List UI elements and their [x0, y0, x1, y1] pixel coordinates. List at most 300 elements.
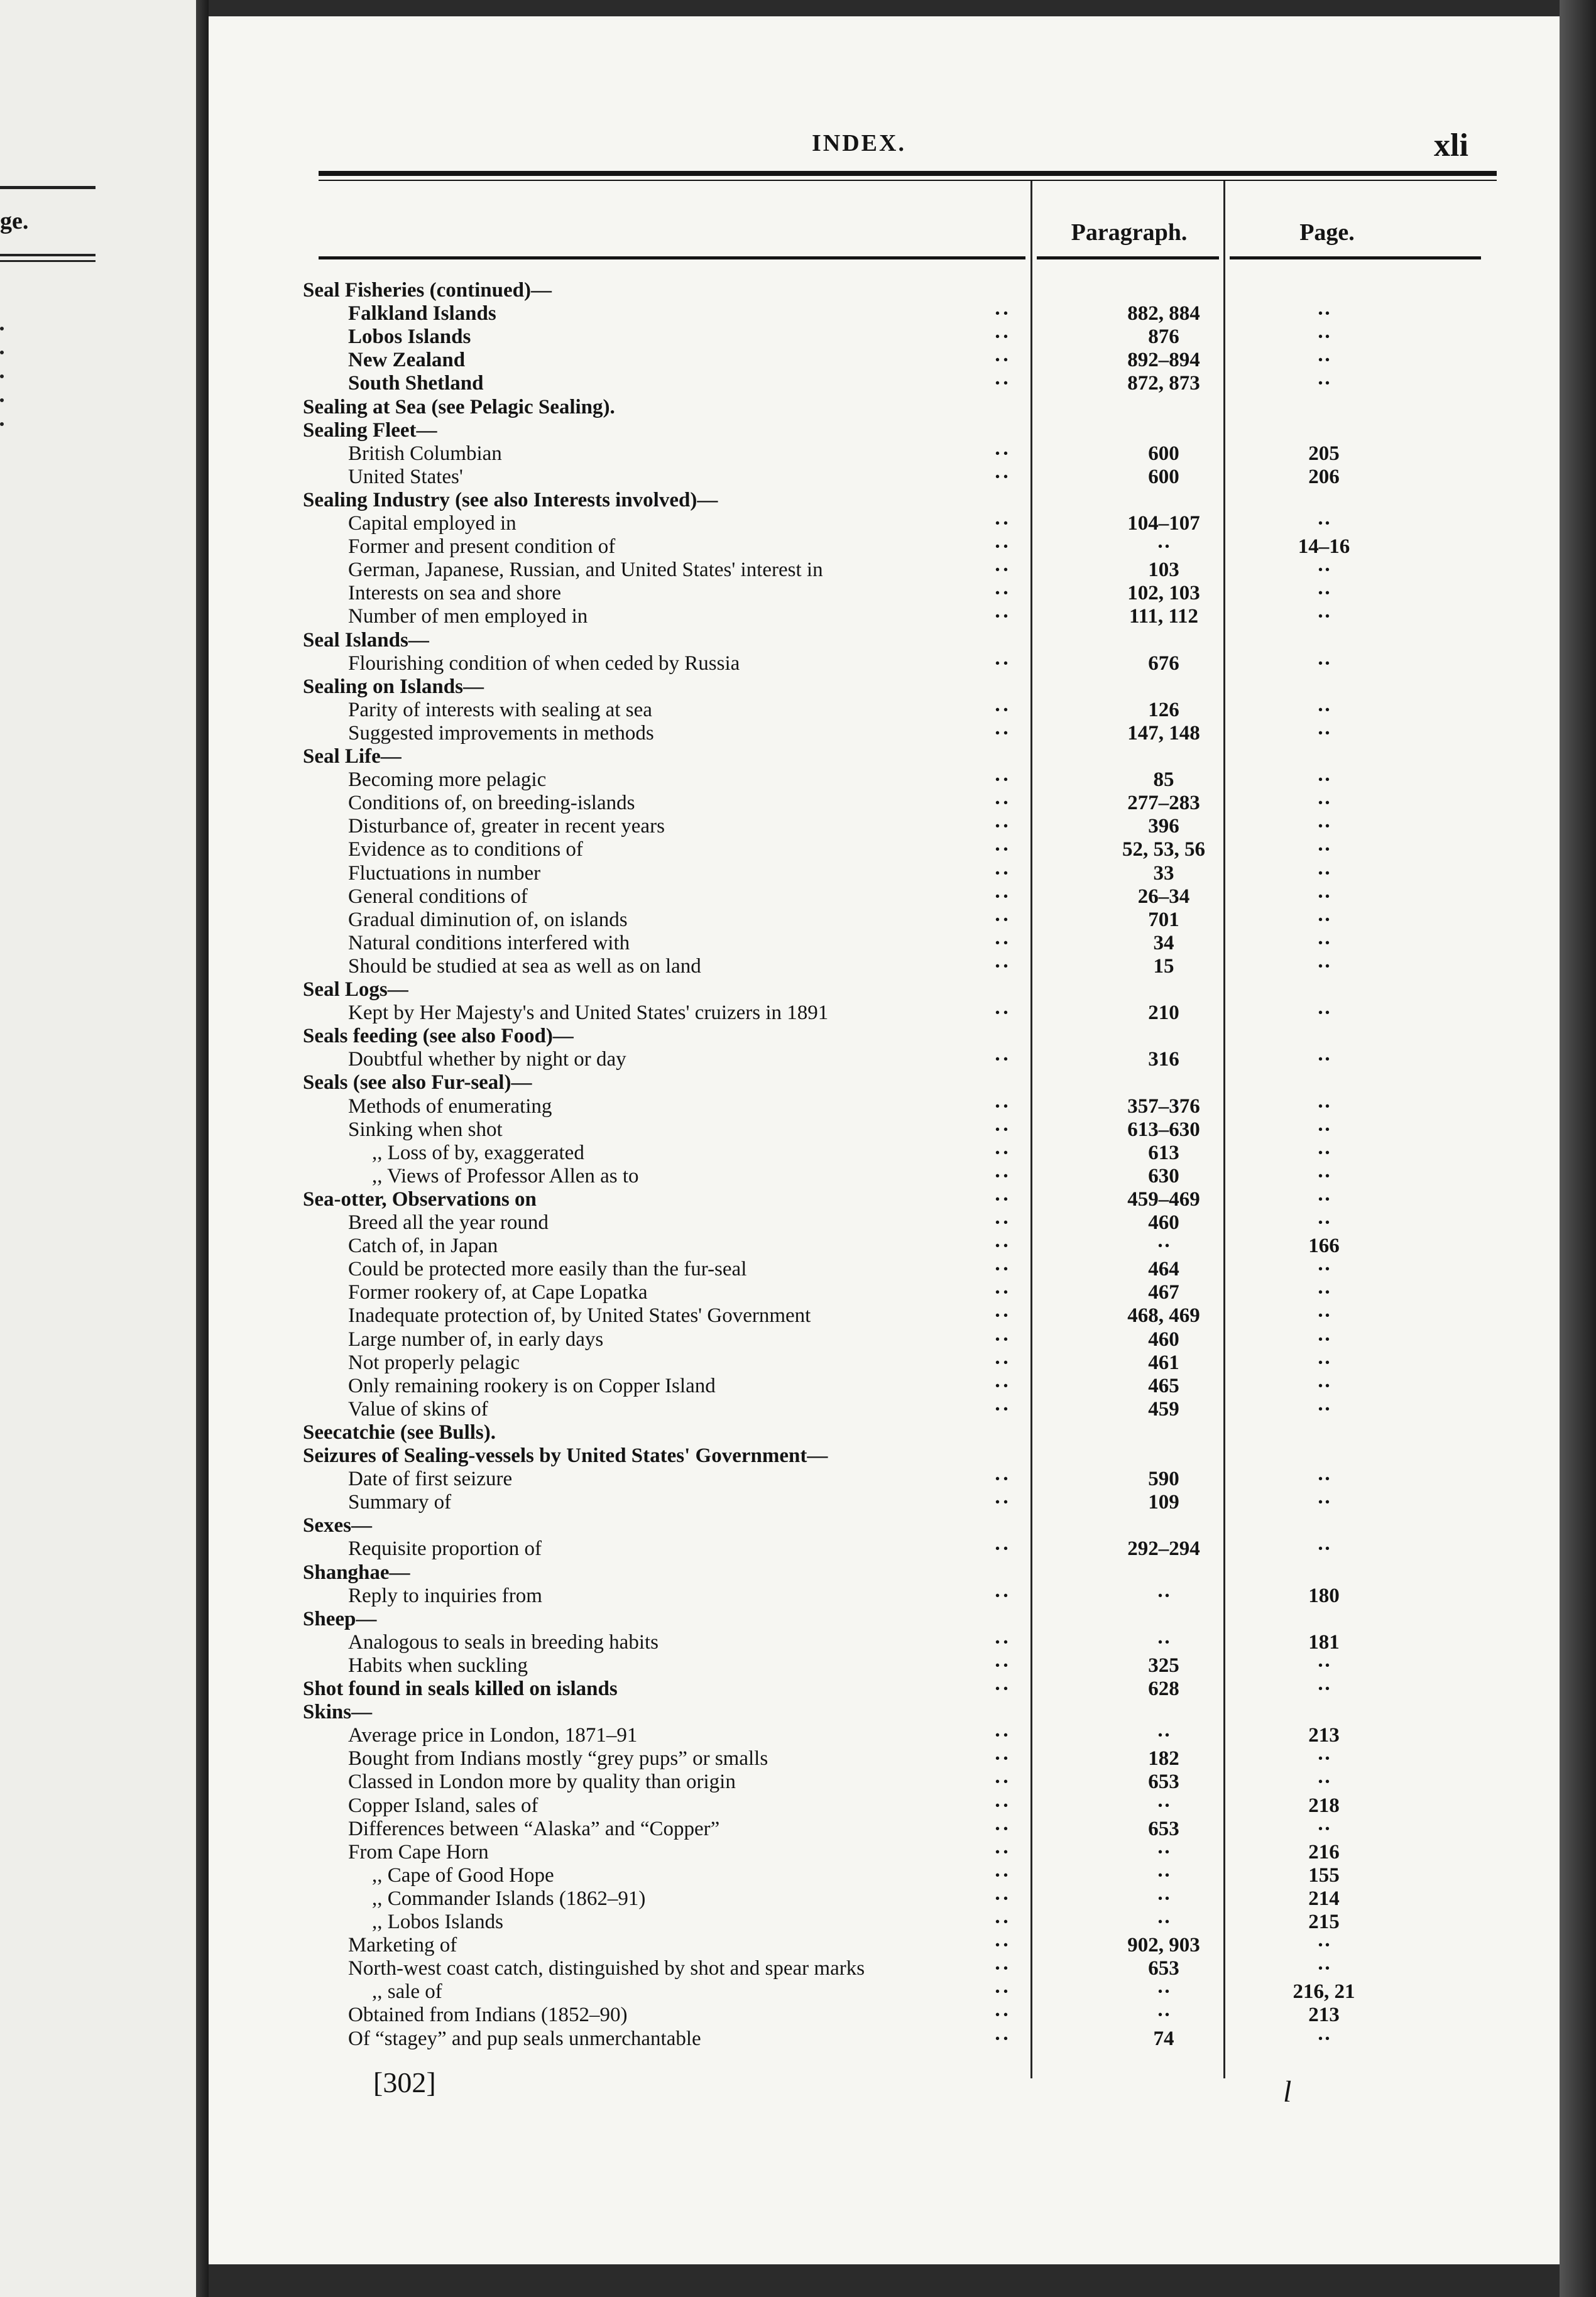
entry-label: North-west coast catch, distinguished by shot and spear marks [348, 1957, 865, 1980]
index-entry [209, 302, 1560, 325]
index-entry [209, 1095, 1560, 1118]
dot-leader: ·· [994, 372, 1011, 395]
index-entry [209, 652, 1560, 675]
entry-label: ,, Lobos Islands [372, 1911, 503, 1933]
paragraph-column-header: Paragraph. [1071, 219, 1188, 246]
paragraph-reference: ·· [1156, 535, 1171, 559]
paragraph-reference: ·· [1156, 1630, 1171, 1654]
page-reference: 180 [1308, 1584, 1340, 1607]
facing-page-leader-dot [0, 398, 4, 402]
page-reference: ·· [1316, 1351, 1331, 1374]
index-entry [209, 768, 1560, 792]
page-reference: ·· [1316, 1001, 1331, 1025]
index-entry [209, 1747, 1560, 1770]
entry-label: Seals feeding (see also Food)— [303, 1025, 574, 1048]
entry-label: Analogous to seals in breeding habits [348, 1630, 659, 1654]
index-entry [209, 372, 1560, 395]
index-entry [209, 1188, 1560, 1211]
page-reference: ·· [1316, 372, 1331, 395]
dot-leader: ·· [994, 815, 1011, 838]
index-entry [209, 1794, 1560, 1818]
page-reference: ·· [1316, 1328, 1331, 1351]
dot-leader: ·· [994, 1397, 1011, 1421]
paragraph-reference: 33 [1153, 861, 1174, 885]
paragraph-reference: 461 [1148, 1351, 1179, 1374]
entry-label: Seizures of Sealing-vessels by United States' Government— [303, 1444, 828, 1467]
dot-leader: ·· [994, 302, 1011, 325]
paragraph-reference: 74 [1153, 2027, 1174, 2050]
entry-label: Becoming more pelagic [348, 768, 547, 792]
dot-leader: ·· [994, 1141, 1011, 1164]
index-entry [209, 1211, 1560, 1235]
page-reference: ·· [1316, 1187, 1331, 1211]
entry-label: Former and present condition of [348, 535, 616, 559]
paragraph-reference: 111, 112 [1129, 605, 1199, 628]
index-entry [209, 1770, 1560, 1794]
index-entry [209, 605, 1560, 628]
dot-leader: ·· [994, 1258, 1011, 1281]
dot-leader: ·· [994, 721, 1011, 745]
entry-label: ,, Loss of by, exaggerated [372, 1141, 584, 1164]
index-entry [209, 1258, 1560, 1281]
entry-label: British Columbian [348, 442, 502, 465]
index-entry [209, 2004, 1560, 2027]
dot-leader: ·· [994, 1328, 1011, 1351]
dot-leader: ·· [994, 1235, 1011, 1258]
page-reference: ·· [1316, 582, 1331, 605]
entry-label: Falkland Islands [348, 302, 496, 325]
entry-label: ,, Commander Islands (1862–91) [372, 1887, 646, 1910]
page-reference: ·· [1316, 2027, 1331, 2050]
entry-label: New Zealand [348, 349, 466, 372]
dot-leader: ·· [994, 1630, 1011, 1654]
facing-page-leader-dot [0, 374, 4, 378]
paragraph-reference: 147, 148 [1127, 721, 1200, 745]
entry-label: Habits when suckling [348, 1654, 528, 1677]
entry-label: Number of men employed in [348, 605, 588, 628]
entry-label: Inadequate protection of, by United States' Government [348, 1304, 811, 1328]
entry-label: Capital employed in [348, 512, 517, 535]
index-entry [209, 1235, 1560, 1258]
paragraph-reference: ·· [1156, 2004, 1171, 2027]
page-reference: 205 [1308, 442, 1340, 465]
dot-leader: ·· [994, 1911, 1011, 1933]
index-page [209, 16, 1560, 2264]
page-reference: ·· [1316, 954, 1331, 978]
dot-leader: ·· [994, 1468, 1011, 1491]
dot-leader: ·· [994, 1934, 1011, 1957]
page-reference: ·· [1316, 698, 1331, 721]
dot-leader: ·· [994, 1118, 1011, 1141]
dot-leader: ·· [994, 605, 1011, 628]
index-entry [209, 932, 1560, 955]
entry-label: ,, Views of Professor Allen as to [372, 1164, 639, 1187]
page-reference: ·· [1316, 1397, 1331, 1421]
entry-label: Differences between “Alaska” and “Copper” [348, 1817, 720, 1840]
paragraph-reference: 876 [1148, 325, 1179, 349]
entry-label: Conditions of, on breeding-islands [348, 792, 635, 815]
page-reference: ·· [1316, 325, 1331, 349]
entry-label: Marketing of [348, 1934, 457, 1957]
page-reference: ·· [1316, 349, 1331, 372]
page-reference: 155 [1308, 1863, 1340, 1887]
page-reference: ·· [1316, 1048, 1331, 1071]
entry-label: Date of first seizure [348, 1468, 513, 1491]
entry-label: ,, sale of [372, 1980, 442, 2004]
index-entry [209, 582, 1560, 605]
paragraph-reference: 902, 903 [1127, 1934, 1200, 1957]
entry-label: Sealing on Islands— [303, 675, 484, 698]
page-reference: 218 [1308, 1794, 1340, 1817]
paragraph-reference: 630 [1148, 1164, 1179, 1187]
page-reference: 166 [1308, 1235, 1340, 1258]
page-reference: ·· [1316, 512, 1331, 535]
page-reference: ·· [1316, 1374, 1331, 1397]
paragraph-reference: 316 [1148, 1048, 1179, 1071]
paragraph-reference: 468, 469 [1127, 1304, 1200, 1328]
paragraph-reference: 701 [1148, 908, 1179, 931]
paragraph-reference: 460 [1148, 1211, 1179, 1234]
index-entry [209, 629, 1560, 652]
paragraph-reference: 613–630 [1127, 1118, 1200, 1141]
dot-leader: ·· [994, 1770, 1011, 1794]
page-edge-shadow [1560, 0, 1596, 2297]
entry-label: Average price in London, 1871–91 [348, 1724, 638, 1747]
entry-label: Sealing Fleet— [303, 418, 437, 442]
page-reference: ·· [1316, 1094, 1331, 1118]
paragraph-reference: 85 [1153, 768, 1174, 792]
index-entry [209, 1911, 1560, 1934]
index-entry [209, 1724, 1560, 1747]
dot-leader: ·· [994, 931, 1011, 954]
page-reference: ·· [1316, 1468, 1331, 1491]
entry-label: Catch of, in Japan [348, 1235, 498, 1258]
dot-leader: ·· [994, 885, 1011, 908]
paragraph-reference: 600 [1148, 465, 1179, 488]
page-reference: ·· [1316, 861, 1331, 885]
index-entry [209, 1887, 1560, 1911]
dot-leader: ·· [994, 1887, 1011, 1910]
index-entry [209, 535, 1560, 559]
paragraph-reference: 292–294 [1127, 1537, 1200, 1561]
index-entry [209, 1631, 1560, 1654]
index-entry [209, 1468, 1560, 1491]
paragraph-reference: 628 [1148, 1678, 1179, 1700]
index-entry [209, 1608, 1560, 1631]
dot-leader: ·· [994, 1374, 1011, 1397]
paragraph-reference: 465 [1148, 1374, 1179, 1397]
entry-label: Gradual diminution of, on islands [348, 908, 628, 931]
index-entry [209, 1585, 1560, 1608]
index-entry [209, 745, 1560, 768]
index-entry [209, 1398, 1560, 1421]
entry-label: Sinking when shot [348, 1118, 503, 1141]
entry-label: Former rookery of, at Cape Lopatka [348, 1281, 648, 1304]
index-entry [209, 442, 1560, 466]
entry-label: Value of skins of [348, 1397, 488, 1421]
dot-leader: ·· [994, 908, 1011, 931]
paragraph-reference: 396 [1148, 815, 1179, 838]
page-reference: ·· [1316, 1118, 1331, 1141]
entry-label: Seals (see also Fur-seal)— [303, 1071, 532, 1094]
page-reference: ·· [1316, 1258, 1331, 1281]
paragraph-reference: ·· [1156, 1584, 1171, 1607]
page-column-header: Page. [1299, 219, 1355, 246]
entry-label: Disturbance of, greater in recent years [348, 815, 665, 838]
index-entry [209, 1328, 1560, 1351]
paragraph-reference: 872, 873 [1127, 372, 1200, 395]
paragraph-reference: ·· [1156, 1235, 1171, 1258]
page-reference: ·· [1316, 1537, 1331, 1561]
page-reference: ·· [1316, 1817, 1331, 1840]
index-entry [209, 559, 1560, 582]
index-entry [209, 1025, 1560, 1048]
paragraph-reference: 653 [1148, 1957, 1179, 1980]
facing-page-edge [0, 0, 196, 2297]
dot-leader: ·· [994, 954, 1011, 978]
dot-leader: ·· [994, 1840, 1011, 1863]
index-entry [209, 1048, 1560, 1071]
paragraph-reference: ·· [1156, 1863, 1171, 1887]
index-entry [209, 1957, 1560, 1980]
dot-leader: ·· [994, 768, 1011, 792]
paragraph-reference: 325 [1148, 1654, 1179, 1677]
paragraph-reference: 459 [1148, 1397, 1179, 1421]
dot-leader: ·· [994, 861, 1011, 885]
index-entry [209, 396, 1560, 419]
dot-leader: ·· [994, 465, 1011, 488]
dot-leader: ·· [994, 1281, 1011, 1304]
page-reference: ·· [1316, 1770, 1331, 1794]
dot-leader: ·· [994, 1747, 1011, 1770]
dot-leader: ·· [994, 535, 1011, 559]
page-reference: ·· [1316, 721, 1331, 745]
entry-label: Could be protected more easily than the fur-seal [348, 1258, 747, 1281]
entry-label: Fluctuations in number [348, 861, 541, 885]
page-number: xli [1434, 128, 1468, 163]
index-entry [209, 1001, 1560, 1025]
paragraph-reference: 590 [1148, 1468, 1179, 1491]
index-entry [209, 908, 1560, 932]
entry-label: Seal Life— [303, 745, 402, 768]
dot-leader: ·· [994, 1817, 1011, 1840]
dot-leader: ·· [994, 1957, 1011, 1980]
index-entry [209, 1281, 1560, 1304]
page-reference: 181 [1308, 1630, 1340, 1654]
entry-label: General conditions of [348, 885, 528, 908]
dot-leader: ·· [994, 1491, 1011, 1514]
entry-label: ,, Cape of Good Hope [372, 1863, 554, 1887]
page-reference: ·· [1316, 1164, 1331, 1187]
paragraph-reference: 15 [1153, 954, 1174, 978]
index-entry [209, 1864, 1560, 1887]
dot-leader: ·· [994, 1724, 1011, 1747]
page-reference: ·· [1316, 1934, 1331, 1957]
paragraph-reference: 459–469 [1127, 1187, 1200, 1211]
page-reference: ·· [1316, 1678, 1331, 1700]
entry-label: Copper Island, sales of [348, 1794, 538, 1817]
paragraph-reference: 182 [1148, 1747, 1179, 1770]
entry-label: Not properly pelagic [348, 1351, 520, 1374]
paragraph-reference: 882, 884 [1127, 302, 1200, 325]
paragraph-reference: 277–283 [1127, 792, 1200, 815]
page-reference: 216, 21 [1293, 1980, 1355, 2004]
dot-leader: ·· [994, 792, 1011, 815]
entry-label: Requisite proportion of [348, 1537, 542, 1561]
dot-leader: ·· [994, 442, 1011, 465]
page-reference: ·· [1316, 652, 1331, 675]
facing-page-column-head: ge. [0, 208, 29, 234]
dot-leader: ·· [994, 1980, 1011, 2004]
dot-leader: ·· [994, 652, 1011, 675]
page-reference: ·· [1316, 1281, 1331, 1304]
page-reference: ·· [1316, 1654, 1331, 1677]
entry-label: Should be studied at sea as well as on land [348, 954, 701, 978]
paragraph-reference: 26–34 [1137, 885, 1190, 908]
index-entry [209, 1491, 1560, 1514]
page-reference: 213 [1308, 1724, 1340, 1747]
entry-label: Sheep— [303, 1607, 377, 1630]
entry-label: Interests on sea and shore [348, 582, 562, 605]
page-reference: ·· [1316, 1747, 1331, 1770]
entry-label: South Shetland [348, 372, 484, 395]
index-entry [209, 1118, 1560, 1142]
entry-label: Flourishing condition of when ceded by Russia [348, 652, 740, 675]
index-entry [209, 885, 1560, 908]
page-reference: ·· [1316, 559, 1331, 582]
entry-label: Bought from Indians mostly “grey pups” or smalls [348, 1747, 768, 1770]
paragraph-reference: 460 [1148, 1328, 1179, 1351]
column-head-rule [319, 256, 1025, 259]
dot-leader: ·· [994, 325, 1011, 349]
paragraph-reference: ·· [1156, 1840, 1171, 1863]
entry-label: Parity of interests with sealing at sea [348, 698, 652, 721]
page-reference: ·· [1316, 1141, 1331, 1164]
index-entry [209, 792, 1560, 815]
index-entry [209, 1375, 1560, 1398]
index-entry [209, 489, 1560, 512]
page-reference: ·· [1316, 1957, 1331, 1980]
paragraph-reference: 357–376 [1127, 1094, 1200, 1118]
page-reference: 215 [1308, 1911, 1340, 1933]
index-entry [209, 1142, 1560, 1165]
entry-label: Only remaining rookery is on Copper Island [348, 1374, 716, 1397]
index-entry [209, 862, 1560, 885]
paragraph-reference: ·· [1156, 1887, 1171, 1910]
entry-label: Breed all the year round [348, 1211, 549, 1234]
entry-label: German, Japanese, Russian, and United States' interest in [348, 559, 823, 582]
index-entry [209, 722, 1560, 745]
index-entry [209, 1514, 1560, 1537]
entry-label: Shot found in seals killed on islands [303, 1678, 618, 1700]
index-entry [209, 466, 1560, 489]
entry-label: Seecatchie (see Bulls). [303, 1421, 496, 1444]
index-entry [209, 512, 1560, 535]
index-entry [209, 1351, 1560, 1375]
index-entry [209, 1841, 1560, 1864]
paragraph-reference: 653 [1148, 1817, 1179, 1840]
dot-leader: ·· [994, 1537, 1011, 1561]
dot-leader: ·· [994, 1094, 1011, 1118]
paragraph-reference: 102, 103 [1127, 582, 1200, 605]
page-reference: ·· [1316, 605, 1331, 628]
paragraph-reference: 103 [1148, 559, 1179, 582]
dot-leader: ·· [994, 1048, 1011, 1071]
index-entry [209, 419, 1560, 442]
index-entry [209, 838, 1560, 861]
paragraph-reference: 892–894 [1127, 349, 1200, 372]
entry-label: Lobos Islands [348, 325, 471, 349]
entry-label: Sea-otter, Observations on [303, 1187, 537, 1211]
entry-label: Reply to inquiries from [348, 1584, 542, 1607]
page-reference: ·· [1316, 838, 1331, 861]
index-entry [209, 2027, 1560, 2051]
index-entry [209, 1071, 1560, 1094]
column-head-rule [1037, 256, 1219, 259]
entry-label: Shanghae— [303, 1561, 410, 1584]
paragraph-reference: ·· [1156, 1724, 1171, 1747]
page-reference: ·· [1316, 908, 1331, 931]
index-entry [209, 349, 1560, 372]
facing-page-leader-dot [0, 327, 4, 330]
facing-page-rule [0, 186, 96, 189]
entry-label: Obtained from Indians (1852–90) [348, 2004, 628, 2027]
dot-leader: ·· [994, 1164, 1011, 1187]
paragraph-reference: 600 [1148, 442, 1179, 465]
entry-label: Skins— [303, 1701, 373, 1724]
dot-leader: ·· [994, 2004, 1011, 2027]
index-entry [209, 1444, 1560, 1468]
folio-number: [302] [373, 2066, 436, 2098]
page-reference: ·· [1316, 931, 1331, 954]
facing-page-rule [0, 254, 96, 256]
entry-label: Evidence as to conditions of [348, 838, 583, 861]
paragraph-reference: 464 [1148, 1258, 1179, 1281]
paragraph-reference: ·· [1156, 1980, 1171, 2004]
entry-label: Of “stagey” and pup seals unmerchantable [348, 2027, 701, 2050]
page-reference: ·· [1316, 768, 1331, 792]
paragraph-reference: 210 [1148, 1001, 1179, 1025]
index-entry [209, 1537, 1560, 1561]
dot-leader: ·· [994, 559, 1011, 582]
index-entry [209, 1165, 1560, 1188]
index-entry [209, 815, 1560, 838]
paragraph-reference: ·· [1156, 1794, 1171, 1817]
dot-leader: ·· [994, 1001, 1011, 1025]
page-reference: 14–16 [1298, 535, 1350, 559]
index-entry [209, 1304, 1560, 1328]
entry-label: Kept by Her Majesty's and United States' cruizers in 1891 [348, 1001, 829, 1025]
paragraph-reference: 104–107 [1127, 512, 1200, 535]
index-entry [209, 1654, 1560, 1678]
entry-label: Seal Fisheries (continued)— [303, 279, 552, 302]
entry-label: Seal Logs— [303, 978, 408, 1001]
page-reference: 216 [1308, 1840, 1340, 1863]
dot-leader: ·· [994, 1654, 1011, 1677]
page-reference: ·· [1316, 1491, 1331, 1514]
page-reference: ·· [1316, 815, 1331, 838]
page-reference: ·· [1316, 792, 1331, 815]
paragraph-reference: 653 [1148, 1770, 1179, 1794]
paragraph-reference: ·· [1156, 1911, 1171, 1933]
dot-leader: ·· [994, 1304, 1011, 1328]
page-reference: ·· [1316, 302, 1331, 325]
entry-label: United States' [348, 465, 463, 488]
paragraph-reference: 126 [1148, 698, 1179, 721]
dot-leader: ·· [994, 1351, 1011, 1374]
dot-leader: ·· [994, 1187, 1011, 1211]
entry-label: Sealing at Sea (see Pelagic Sealing). [303, 395, 615, 418]
